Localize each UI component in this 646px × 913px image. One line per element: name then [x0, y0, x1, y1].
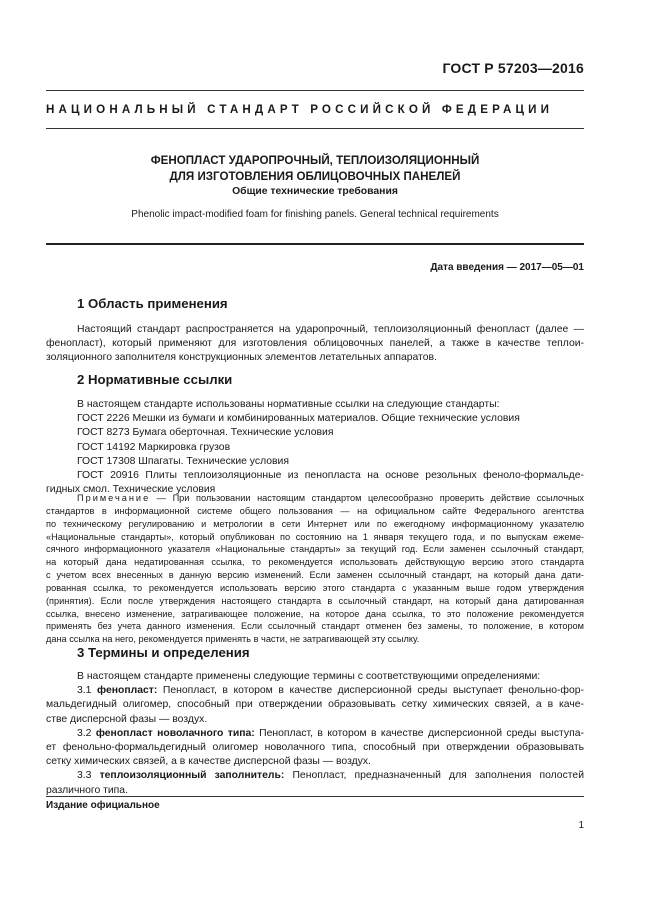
note-line: по техническому регулированию и метрологии в сети Интернет или по ежегодному информационному указателю [46, 518, 584, 529]
introduction-date: Дата введения — 2017—05—01 [430, 262, 584, 273]
note-line: сячного информационного указателя «Национальные стандарты» за текущий год. Если заменен ссылочный стандарт, [46, 544, 584, 555]
note-line: на который дана недатированная ссылка, то рекомендуется использовать действующую версию этого стандарта [46, 557, 584, 568]
header-rule-top [46, 90, 584, 91]
reference-item: ГОСТ 17308 Шпагаты. Технические условия [77, 455, 289, 467]
term-3-3: 3.3 теплоизоляционный заполнитель: Пенопласт, предназначенный для заполнения полостей [77, 770, 584, 782]
note-line: (принятия). Если после утверждения настоящего стандарта в ссылочный стандарт, на который дана датированная [46, 595, 584, 606]
section-2-note [46, 492, 584, 646]
note-line: рованная ссылка, то рекомендуется использовать версию этого стандарта с указанным выше годом утверждения [46, 582, 584, 593]
note-line: стандартов в информационной системе общего пользования — на официальном сайте Федерального агентства [46, 505, 584, 516]
term-name: теплоизоляционный заполнитель: [99, 770, 285, 782]
section-2-line: В настоящем стандарте использованы нормативные ссылки на следующие стандарты: [77, 399, 500, 410]
reference-item: ГОСТ 14192 Маркировка грузов [77, 441, 231, 453]
term-line: мальдегидный олигомер, способный при отверждении образовывать сетку химических связей, а в каче- [46, 699, 584, 711]
reference-item: ГОСТ 20916 Плиты теплоизоляционные из пенопласта на основе резольных феноло-формальде- [77, 469, 584, 481]
note-line: с учетом всех внесенных в данную версию изменений. Если заменен ссылочный стандарт, на который дана дати- [46, 570, 584, 581]
term-3-2: 3.2 фенопласт новолачного типа: Пенопласт, в котором в качестве дисперсионной среды выступа- [77, 727, 584, 739]
note-line: применять без учета данного изменения. Если ссылочный стандарт отменен без замены, то положение, в котором [46, 621, 584, 632]
reference-item: ГОСТ 2226 Мешки из бумаги и комбинированных материалов. Общие технические условия [77, 413, 520, 425]
term-3-1: 3.1 фенопласт: Пенопласт, в котором в качестве дисперсионной среды выступает фенольно-фор- [77, 685, 584, 697]
note-line: ссылка, внесено изменение, затрагивающее положение, на которое дана ссылка, то это положение рекомендуется [46, 608, 584, 619]
term-name: фенопласт: [97, 685, 158, 697]
section-1-line: золяционного заполнителя конструкционных элементов летательных аппаратов. [46, 352, 437, 364]
section-1-line: Настоящий стандарт распространяется на ударопрочный, теплоизоляционный фенопласт (далее — [77, 324, 584, 335]
section-1-body [46, 323, 584, 366]
note-line: «Национальные стандарты», который опубликован по состоянию на 1 января текущего года, и по выпускам ежеме- [46, 531, 584, 542]
footer-rule [46, 796, 584, 797]
national-standard-banner: НАЦИОНАЛЬНЫЙ СТАНДАРТ РОССИЙСКОЙ ФЕДЕРАЦИИ [46, 103, 554, 116]
title-rule [46, 243, 584, 245]
reference-item: гидных смол. Технические условия [46, 484, 216, 496]
english-title: Phenolic impact-modified foam for finishing panels. General technical requirements [131, 209, 499, 220]
page-number: 1 [578, 820, 584, 831]
official-edition-label: Издание официальное [46, 800, 160, 811]
term-name: фенопласт новолачного типа: [95, 727, 255, 739]
note-line: дана ссылка на него, рекомендуется применять в части, не затрагивающей эту ссылку. [46, 634, 420, 645]
section-3-body [46, 670, 584, 798]
term-line: различного типа. [46, 784, 128, 796]
term-line: ет фенольно-формальдегидный олигомер новолачного типа, способный при отверждении образовывать [46, 741, 584, 753]
section-1-heading: 1 Область применения [77, 296, 228, 311]
document-code: ГОСТ Р 57203—2016 [442, 60, 584, 76]
term-line: стве дисперсной фазы — воздух. [46, 713, 208, 725]
title-subtitle: Общие технические требования [232, 186, 398, 197]
reference-item: ГОСТ 8273 Бумага оберточная. Технические условия [77, 427, 334, 439]
title-line-2: ДЛЯ ИЗГОТОВЛЕНИЯ ОБЛИЦОВОЧНЫХ ПАНЕЛЕЙ [169, 170, 461, 183]
section-3-heading: 3 Термины и определения [77, 645, 250, 660]
section-1-line: фенопласт), который применяют для изготовления облицовочных панелей, а также в качестве теплои- [46, 338, 584, 350]
section-3-intro: В настоящем стандарте применены следующие термины с соответствующими определениями: [77, 671, 541, 682]
note-label: Примечание [77, 493, 151, 503]
header-rule-bottom [46, 128, 584, 129]
title-line-1: ФЕНОПЛАСТ УДАРОПРОЧНЫЙ, ТЕПЛОИЗОЛЯЦИОННЫЙ [150, 154, 480, 167]
note-line: Примечание — При пользовании настоящим стандартом целесообразно проверить действие ссылочных [77, 493, 584, 503]
section-2-heading: 2 Нормативные ссылки [77, 372, 233, 387]
term-line: сетку химических связей, а в качестве дисперсной фазы — воздух. [46, 756, 371, 768]
section-2-body [46, 398, 584, 497]
